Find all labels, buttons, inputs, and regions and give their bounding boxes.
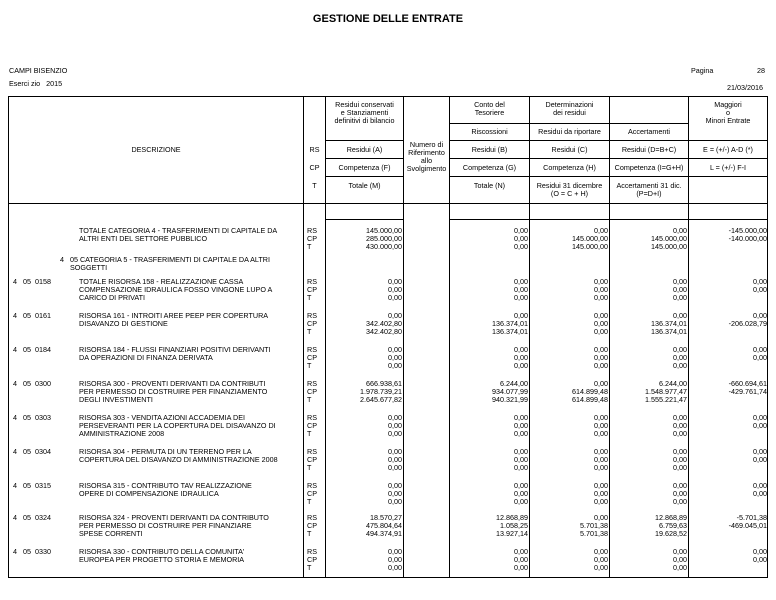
exercise-label: Eserci zio [9, 79, 41, 88]
row-type-label: RS [307, 413, 317, 422]
value-c: 0,00 [594, 455, 608, 464]
value-c: 0,00 [594, 345, 608, 354]
value-a: 430.000,00 [366, 242, 402, 251]
row-type-label: RS [307, 311, 317, 320]
value-c: 5.701,38 [580, 529, 608, 538]
exercise-year: 2015 [46, 79, 63, 88]
header-accertamenti: Accertamenti [628, 127, 670, 136]
row-divider [325, 219, 403, 220]
value-a: 0,00 [388, 497, 402, 506]
header-residui-b: Residui (B) [471, 145, 508, 154]
entity-name: CAMPI BISENZIO [9, 66, 68, 75]
row-divider [449, 140, 767, 141]
value-b: 0,00 [514, 547, 528, 556]
report-date: 21/03/2016 [727, 83, 763, 92]
value-c: 0,00 [594, 379, 608, 388]
header-l-formula: L = (+/-) F-I [709, 163, 747, 172]
row-type-label: RS [307, 447, 317, 456]
value-c: 0,00 [594, 413, 608, 422]
category-heading-cont: SOGGETTI [70, 263, 108, 272]
header-rs: RS [309, 145, 320, 154]
value-b: 0,00 [514, 481, 528, 490]
value-a: 0,00 [388, 361, 402, 370]
value-b: 0,00 [514, 429, 528, 438]
row-description: RISORSA 184 - FLUSSI FINANZIARI POSITIVI DERIVANTI [79, 345, 271, 354]
row-description: RISORSA 304 - PERMUTA DI UN TERRENO PER LA [79, 447, 252, 456]
row-description: TOTALE CATEGORIA 4 - TRASFERIMENTI DI CAPITALE DA [79, 226, 278, 235]
value-e: 0,00 [753, 447, 767, 456]
row-code: 4 05 0158 [13, 277, 51, 286]
value-e: 0,00 [753, 455, 767, 464]
value-b: 0,00 [514, 421, 528, 430]
value-c: 0,00 [594, 513, 608, 522]
row-code: 4 05 0184 [13, 345, 51, 354]
row-type-label: CP [307, 387, 317, 396]
header-residui-riportare: Residui da riportare [538, 127, 601, 136]
value-b: 0,00 [514, 242, 528, 251]
header-riscossioni: Riscossioni [471, 127, 508, 136]
row-type-label: RS [307, 345, 317, 354]
value-e: 0,00 [753, 285, 767, 294]
value-e: 0,00 [753, 345, 767, 354]
header-determinazioni: Determinazioni dei residui [545, 100, 594, 117]
value-a: 494.374,91 [366, 529, 402, 538]
row-description: RISORSA 161 - INTROITI AREE PEEP PER COPERTURA [79, 311, 269, 320]
value-a: 0,00 [388, 429, 402, 438]
value-d: 0,00 [673, 555, 687, 564]
row-type-label: T [307, 463, 312, 472]
value-d: 0,00 [673, 421, 687, 430]
value-b: 0,00 [514, 361, 528, 370]
value-d: 6.759,63 [659, 521, 687, 530]
header-cp: CP [309, 163, 320, 172]
value-d: 1.555.221,47 [645, 395, 687, 404]
value-b: 0,00 [514, 311, 528, 320]
row-type-label: T [307, 293, 312, 302]
value-e: 0,00 [753, 277, 767, 286]
value-b: 0,00 [514, 563, 528, 572]
value-d: 0,00 [673, 547, 687, 556]
row-type-label: T [307, 395, 312, 404]
row-type-label: T [307, 361, 312, 370]
row-description: COPERTURA DEL DISAVANZO DI AMMINISTRAZIONE 2008 [79, 455, 278, 464]
row-type-label: T [307, 563, 312, 572]
value-c: 0,00 [594, 489, 608, 498]
row-description: OPERE DI COMPENSAZIONE IDRAULICA [79, 489, 219, 498]
value-d: 0,00 [673, 489, 687, 498]
value-c: 145.000,00 [572, 242, 608, 251]
value-c: 0,00 [594, 555, 608, 564]
category-heading: 4 05 CATEGORIA 5 - TRASFERIMENTI DI CAPITALE DA ALTRI [60, 255, 270, 264]
header-competenza-g: Competenza (G) [462, 163, 517, 172]
value-d: 0,00 [673, 447, 687, 456]
value-c: 5.701,38 [580, 521, 608, 530]
row-divider [449, 219, 767, 220]
value-b: 136.374,01 [492, 319, 528, 328]
header-conto-tesoriere: Conto del Tesoriere [474, 100, 505, 117]
value-a: 666.938,61 [366, 379, 402, 388]
header-competenza-h: Competenza (H) [543, 163, 596, 172]
value-a: 0,00 [388, 489, 402, 498]
row-description: CARICO DI PRIVATI [79, 293, 146, 302]
value-c: 0,00 [594, 463, 608, 472]
header-totale-n: Totale (N) [473, 181, 506, 190]
row-code: 4 05 0303 [13, 413, 51, 422]
value-d: 0,00 [673, 429, 687, 438]
value-c: 614.899,48 [572, 395, 608, 404]
value-a: 0,00 [388, 547, 402, 556]
value-a: 0,00 [388, 455, 402, 464]
value-a: 0,00 [388, 311, 402, 320]
value-c: 0,00 [594, 285, 608, 294]
value-d: 0,00 [673, 353, 687, 362]
value-b: 13.927,14 [496, 529, 528, 538]
value-b: 0,00 [514, 353, 528, 362]
value-c: 0,00 [594, 353, 608, 362]
header-totale-m: Totale (M) [348, 181, 381, 190]
value-c: 0,00 [594, 319, 608, 328]
row-divider [325, 140, 403, 141]
value-b: 934.077,99 [492, 387, 528, 396]
row-type-label: CP [307, 319, 317, 328]
row-divider [449, 123, 688, 124]
row-type-label: CP [307, 489, 317, 498]
value-b: 0,00 [514, 293, 528, 302]
value-d: 0,00 [673, 226, 687, 235]
row-type-label: RS [307, 513, 317, 522]
value-b: 0,00 [514, 345, 528, 354]
value-c: 0,00 [594, 226, 608, 235]
header-numero-riferimento: Numero di Riferimento allo Svolgimento [406, 140, 447, 173]
value-a: 2.645.677,82 [360, 395, 402, 404]
value-b: 0,00 [514, 497, 528, 506]
header-descrizione: DESCRIZIONE [131, 145, 181, 154]
value-a: 18.570,27 [370, 513, 402, 522]
row-description: ALTRI ENTI DEL SETTORE PUBBLICO [79, 234, 208, 243]
header-competenza-f: Competenza (F) [338, 163, 391, 172]
value-e: -206.028,79 [728, 319, 767, 328]
value-c: 145.000,00 [572, 234, 608, 243]
value-b: 0,00 [514, 277, 528, 286]
row-type-label: T [307, 497, 312, 506]
row-type-label: T [307, 242, 312, 251]
value-b: 940.321,99 [492, 395, 528, 404]
value-b: 0,00 [514, 489, 528, 498]
row-type-label: CP [307, 353, 317, 362]
value-b: 0,00 [514, 455, 528, 464]
row-description: DA OPERAZIONI DI FINANZA DERIVATA [79, 353, 213, 362]
value-a: 285.000,00 [366, 234, 402, 243]
row-type-label: T [307, 529, 312, 538]
header-maggiori-minori: Maggiori o Minori Entrate [705, 100, 751, 125]
value-a: 0,00 [388, 293, 402, 302]
row-type-label: CP [307, 521, 317, 530]
row-description: DISAVANZO DI GESTIONE [79, 319, 168, 328]
value-a: 0,00 [388, 481, 402, 490]
row-description: PERSEVERANTI PER LA COPERTURA DEL DISAVANZO DI [79, 421, 276, 430]
row-description: COMPENSAZIONE IDRAULICA FOSSO VINGONE LUPO A [79, 285, 273, 294]
value-c: 0,00 [594, 497, 608, 506]
value-d: 0,00 [673, 497, 687, 506]
header-residui-31: Residui 31 dicembre (O = C + H) [536, 181, 603, 198]
header-bottom-line [8, 203, 768, 204]
row-code: 4 05 0300 [13, 379, 51, 388]
value-d: 136.374,01 [651, 319, 687, 328]
header-residui-c: Residui (C) [551, 145, 588, 154]
value-a: 0,00 [388, 463, 402, 472]
value-b: 12.868,89 [496, 513, 528, 522]
page-label: Pagina [691, 66, 714, 75]
value-a: 0,00 [388, 277, 402, 286]
row-code: 4 05 0304 [13, 447, 51, 456]
value-d: 0,00 [673, 285, 687, 294]
value-a: 342.402,80 [366, 327, 402, 336]
value-c: 0,00 [594, 447, 608, 456]
value-d: 145.000,00 [651, 234, 687, 243]
value-c: 0,00 [594, 563, 608, 572]
value-a: 1.978.739,21 [360, 387, 402, 396]
header-accertamenti-31: Accertamenti 31 dic. (P=D+I) [616, 181, 682, 198]
value-d: 12.868,89 [655, 513, 687, 522]
value-c: 0,00 [594, 311, 608, 320]
value-d: 0,00 [673, 311, 687, 320]
value-a: 0,00 [388, 447, 402, 456]
row-description: RISORSA 330 - CONTRIBUTO DELLA COMUNITA' [79, 547, 245, 556]
value-a: 0,00 [388, 345, 402, 354]
value-a: 0,00 [388, 353, 402, 362]
value-b: 0,00 [514, 555, 528, 564]
row-description: DEGLI INVESTIMENTI [79, 395, 153, 404]
row-description: AMMINISTRAZIONE 2008 [79, 429, 165, 438]
row-type-label: T [307, 429, 312, 438]
header-e-formula: E = (+/-) A-D (*) [703, 145, 753, 154]
row-code: 4 05 0161 [13, 311, 51, 320]
value-e: -145.000,00 [728, 226, 767, 235]
value-e: -5.701,38 [736, 513, 767, 522]
value-e: 0,00 [753, 311, 767, 320]
exercise-info [9, 80, 62, 88]
value-a: 0,00 [388, 563, 402, 572]
value-a: 0,00 [388, 285, 402, 294]
value-d: 0,00 [673, 361, 687, 370]
row-description: PER PERMESSO DI COSTRUIRE PER FINANZIARE [79, 521, 252, 530]
page-title: GESTIONE DELLE ENTRATE [312, 13, 464, 25]
value-d: 19.628,52 [655, 529, 687, 538]
value-d: 0,00 [673, 455, 687, 464]
value-b: 136.374,01 [492, 327, 528, 336]
value-b: 0,00 [514, 447, 528, 456]
row-description: SPESE CORRENTI [79, 529, 143, 538]
value-e: 0,00 [753, 413, 767, 422]
value-d: 0,00 [673, 277, 687, 286]
value-e: 0,00 [753, 421, 767, 430]
row-type-label: CP [307, 421, 317, 430]
header-residui-d: Residui (D=B+C) [621, 145, 677, 154]
value-e: 0,00 [753, 353, 767, 362]
row-type-label: RS [307, 277, 317, 286]
row-divider [325, 176, 403, 177]
value-c: 0,00 [594, 421, 608, 430]
value-a: 0,00 [388, 555, 402, 564]
header-residui-a: Residui (A) [346, 145, 383, 154]
row-description: RISORSA 324 - PROVENTI DERIVANTI DA CONTRIBUTO [79, 513, 269, 522]
value-a: 475.804,64 [366, 521, 402, 530]
row-description: TOTALE RISORSA 158 - REALIZZAZIONE CASSA [79, 277, 244, 286]
value-b: 1.058,25 [500, 521, 528, 530]
row-type-label: RS [307, 547, 317, 556]
row-description: EUROPEA PER PROGETTO STORIA E MEMORIA [79, 555, 245, 564]
row-divider [449, 176, 767, 177]
value-e: 0,00 [753, 547, 767, 556]
value-e: -429.761,74 [728, 387, 767, 396]
row-type-label: RS [307, 481, 317, 490]
value-b: 0,00 [514, 285, 528, 294]
row-type-label: CP [307, 455, 317, 464]
value-e: -660.694,61 [728, 379, 767, 388]
value-d: 145.000,00 [651, 242, 687, 251]
value-d: 0,00 [673, 413, 687, 422]
value-d: 0,00 [673, 293, 687, 302]
row-type-label: CP [307, 234, 317, 243]
value-b: 0,00 [514, 463, 528, 472]
value-d: 0,00 [673, 563, 687, 572]
row-type-label: CP [307, 555, 317, 564]
value-b: 0,00 [514, 234, 528, 243]
value-b: 6.244,00 [500, 379, 528, 388]
value-b: 0,00 [514, 226, 528, 235]
value-d: 0,00 [673, 345, 687, 354]
row-code: 4 05 0330 [13, 547, 51, 556]
value-c: 0,00 [594, 481, 608, 490]
value-d: 6.244,00 [659, 379, 687, 388]
value-e: 0,00 [753, 555, 767, 564]
row-type-label: T [307, 327, 312, 336]
value-c: 0,00 [594, 327, 608, 336]
value-d: 136.374,01 [651, 327, 687, 336]
header-t: T [312, 181, 317, 190]
value-c: 0,00 [594, 429, 608, 438]
row-type-label: RS [307, 379, 317, 388]
row-divider [325, 158, 403, 159]
row-divider [449, 158, 767, 159]
header-residui-conservati: Residui conservati e Stanziamenti definitivi di bilancio [334, 100, 395, 125]
value-c: 0,00 [594, 277, 608, 286]
value-a: 0,00 [388, 421, 402, 430]
row-description: PER PERMESSO DI COSTRUIRE PER FINANZIAMENTO [79, 387, 268, 396]
value-a: 0,00 [388, 413, 402, 422]
page-number: 28 [757, 66, 765, 75]
row-description: RISORSA 315 - CONTRIBUTO TAV REALIZZAZIONE [79, 481, 252, 490]
value-d: 0,00 [673, 481, 687, 490]
value-d: 0,00 [673, 463, 687, 472]
value-a: 145.000,00 [366, 226, 402, 235]
value-a: 342.402,80 [366, 319, 402, 328]
value-d: 1.548.977,47 [645, 387, 687, 396]
value-c: 614.899,48 [572, 387, 608, 396]
value-c: 0,00 [594, 361, 608, 370]
row-type-label: CP [307, 285, 317, 294]
value-c: 0,00 [594, 547, 608, 556]
value-e: 0,00 [753, 481, 767, 490]
value-c: 0,00 [594, 293, 608, 302]
row-description: RISORSA 300 - PROVENTI DERIVANTI DA CONTRIBUTI [79, 379, 266, 388]
row-type-label: RS [307, 226, 317, 235]
value-e: -140.000,00 [728, 234, 767, 243]
value-e: -469.045,01 [728, 521, 767, 530]
value-e: 0,00 [753, 489, 767, 498]
header-competenza-i: Competenza (I=G+H) [614, 163, 684, 172]
row-code: 4 05 0315 [13, 481, 51, 490]
value-b: 0,00 [514, 413, 528, 422]
row-description: RISORSA 303 - VENDITA AZIONI ACCADEMIA DEI [79, 413, 246, 422]
row-code: 4 05 0324 [13, 513, 51, 522]
